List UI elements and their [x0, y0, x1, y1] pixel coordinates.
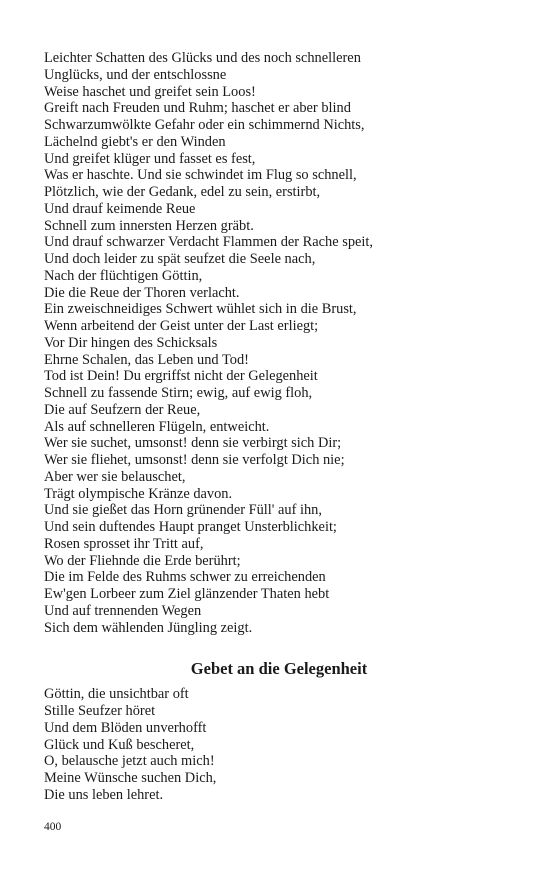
- poem-line: Die auf Seufzern der Reue,: [44, 401, 201, 418]
- poem-line: Schwarzumwölkte Gefahr oder ein schimmernd Nichts,: [44, 117, 365, 133]
- poem-line: Tod ist Dein! Du ergriffst nicht der Gelegenheit: [44, 368, 318, 385]
- poem-line: Die uns leben lehret.: [44, 786, 164, 803]
- poem-line: O, belausche jetzt auch mich!: [44, 753, 215, 770]
- poem-line: Lächelnd giebt's er den Winden: [44, 133, 226, 150]
- poem-line: Plötzlich, wie der Gedank, edel zu sein, erstirbt,: [44, 184, 321, 200]
- poem-line: Rosen sprosset ihr Tritt auf,: [44, 535, 204, 552]
- poem-line: Wo der Fliehnde die Erde berührt;: [44, 552, 241, 569]
- poem-line: Die im Felde des Ruhms schwer zu erreichenden: [44, 569, 326, 586]
- poem-line: Stille Seufzer höret: [44, 703, 156, 719]
- poem-line: Ein zweischneidiges Schwert wühlet sich in die Brust,: [44, 301, 357, 318]
- poem-line: Und sein duftendes Haupt pranget Unsterblichkeit;: [44, 519, 337, 535]
- poem-line: Wenn arbeitend der Geist unter der Last erliegt;: [44, 318, 319, 334]
- poem-line: Aber wer sie belauschet,: [44, 468, 186, 485]
- poem-line: Und drauf schwarzer Verdacht Flammen der Rache speit,: [44, 234, 373, 251]
- poem-line: Schnell zu fassende Stirn; ewig, auf ewig floh,: [44, 385, 313, 401]
- poem-line: Und drauf keimende Reue: [44, 200, 196, 217]
- poem-line: Und greifet klüger und fasset es fest,: [44, 150, 256, 167]
- page-content: [44, 50, 514, 804]
- poem-line: Und dem Blöden unverhofft: [44, 719, 207, 736]
- poem-line: Greift nach Freuden und Ruhm; haschet er aber blind: [44, 100, 351, 117]
- poem-line: Meine Wünsche suchen Dich,: [44, 770, 217, 786]
- poem-line: Glück und Kuß bescheret,: [44, 736, 195, 753]
- poem-line: Wer sie fliehet, umsonst! denn sie verfolgt Dich nie;: [44, 452, 345, 468]
- poem-line: Unglücks, und der entschlossne: [44, 66, 227, 83]
- poem-line: Ehrne Schalen, das Leben und Tod!: [44, 351, 249, 368]
- poem-line: Und sie gießet das Horn grünender Füll' auf ihn,: [44, 502, 322, 519]
- poem-line: Ew'gen Lorbeer zum Ziel glänzender Thaten hebt: [44, 586, 330, 602]
- poem-line: Und doch leider zu spät seufzet die Seele nach,: [44, 251, 316, 267]
- poem-line: Die die Reue der Thoren verlacht.: [44, 284, 240, 301]
- poem-line: Wer sie suchet, umsonst! denn sie verbirgt sich Dir;: [44, 435, 342, 452]
- poem-line: Schnell zum innersten Herzen gräbt.: [44, 217, 254, 234]
- poem-gebet: [44, 686, 514, 803]
- poem-line: Was er haschte. Und sie schwindet im Flug so schnell,: [44, 167, 357, 184]
- poem-line: Göttin, die unsichtbar oft: [44, 686, 189, 703]
- poem-line: Nach der flüchtigen Göttin,: [44, 267, 203, 284]
- page-number: 400: [44, 821, 62, 833]
- poem-line: Weise haschet und greifet sein Loos!: [44, 83, 256, 100]
- poem-continuation: [44, 50, 514, 636]
- poem-title: Gebet an die Gelegenheit: [190, 659, 368, 679]
- poem-line: Sich dem wählenden Jüngling zeigt.: [44, 619, 253, 636]
- poem-line: Leichter Schatten des Glücks und des noch schnelleren: [44, 50, 361, 66]
- poem-line: Vor Dir hingen des Schicksals: [44, 334, 218, 351]
- poem-line: Und auf trennenden Wegen: [44, 602, 202, 619]
- poem-line: Trägt olympische Kränze davon.: [44, 485, 233, 502]
- poem-line: Als auf schnelleren Flügeln, entweicht.: [44, 418, 270, 435]
